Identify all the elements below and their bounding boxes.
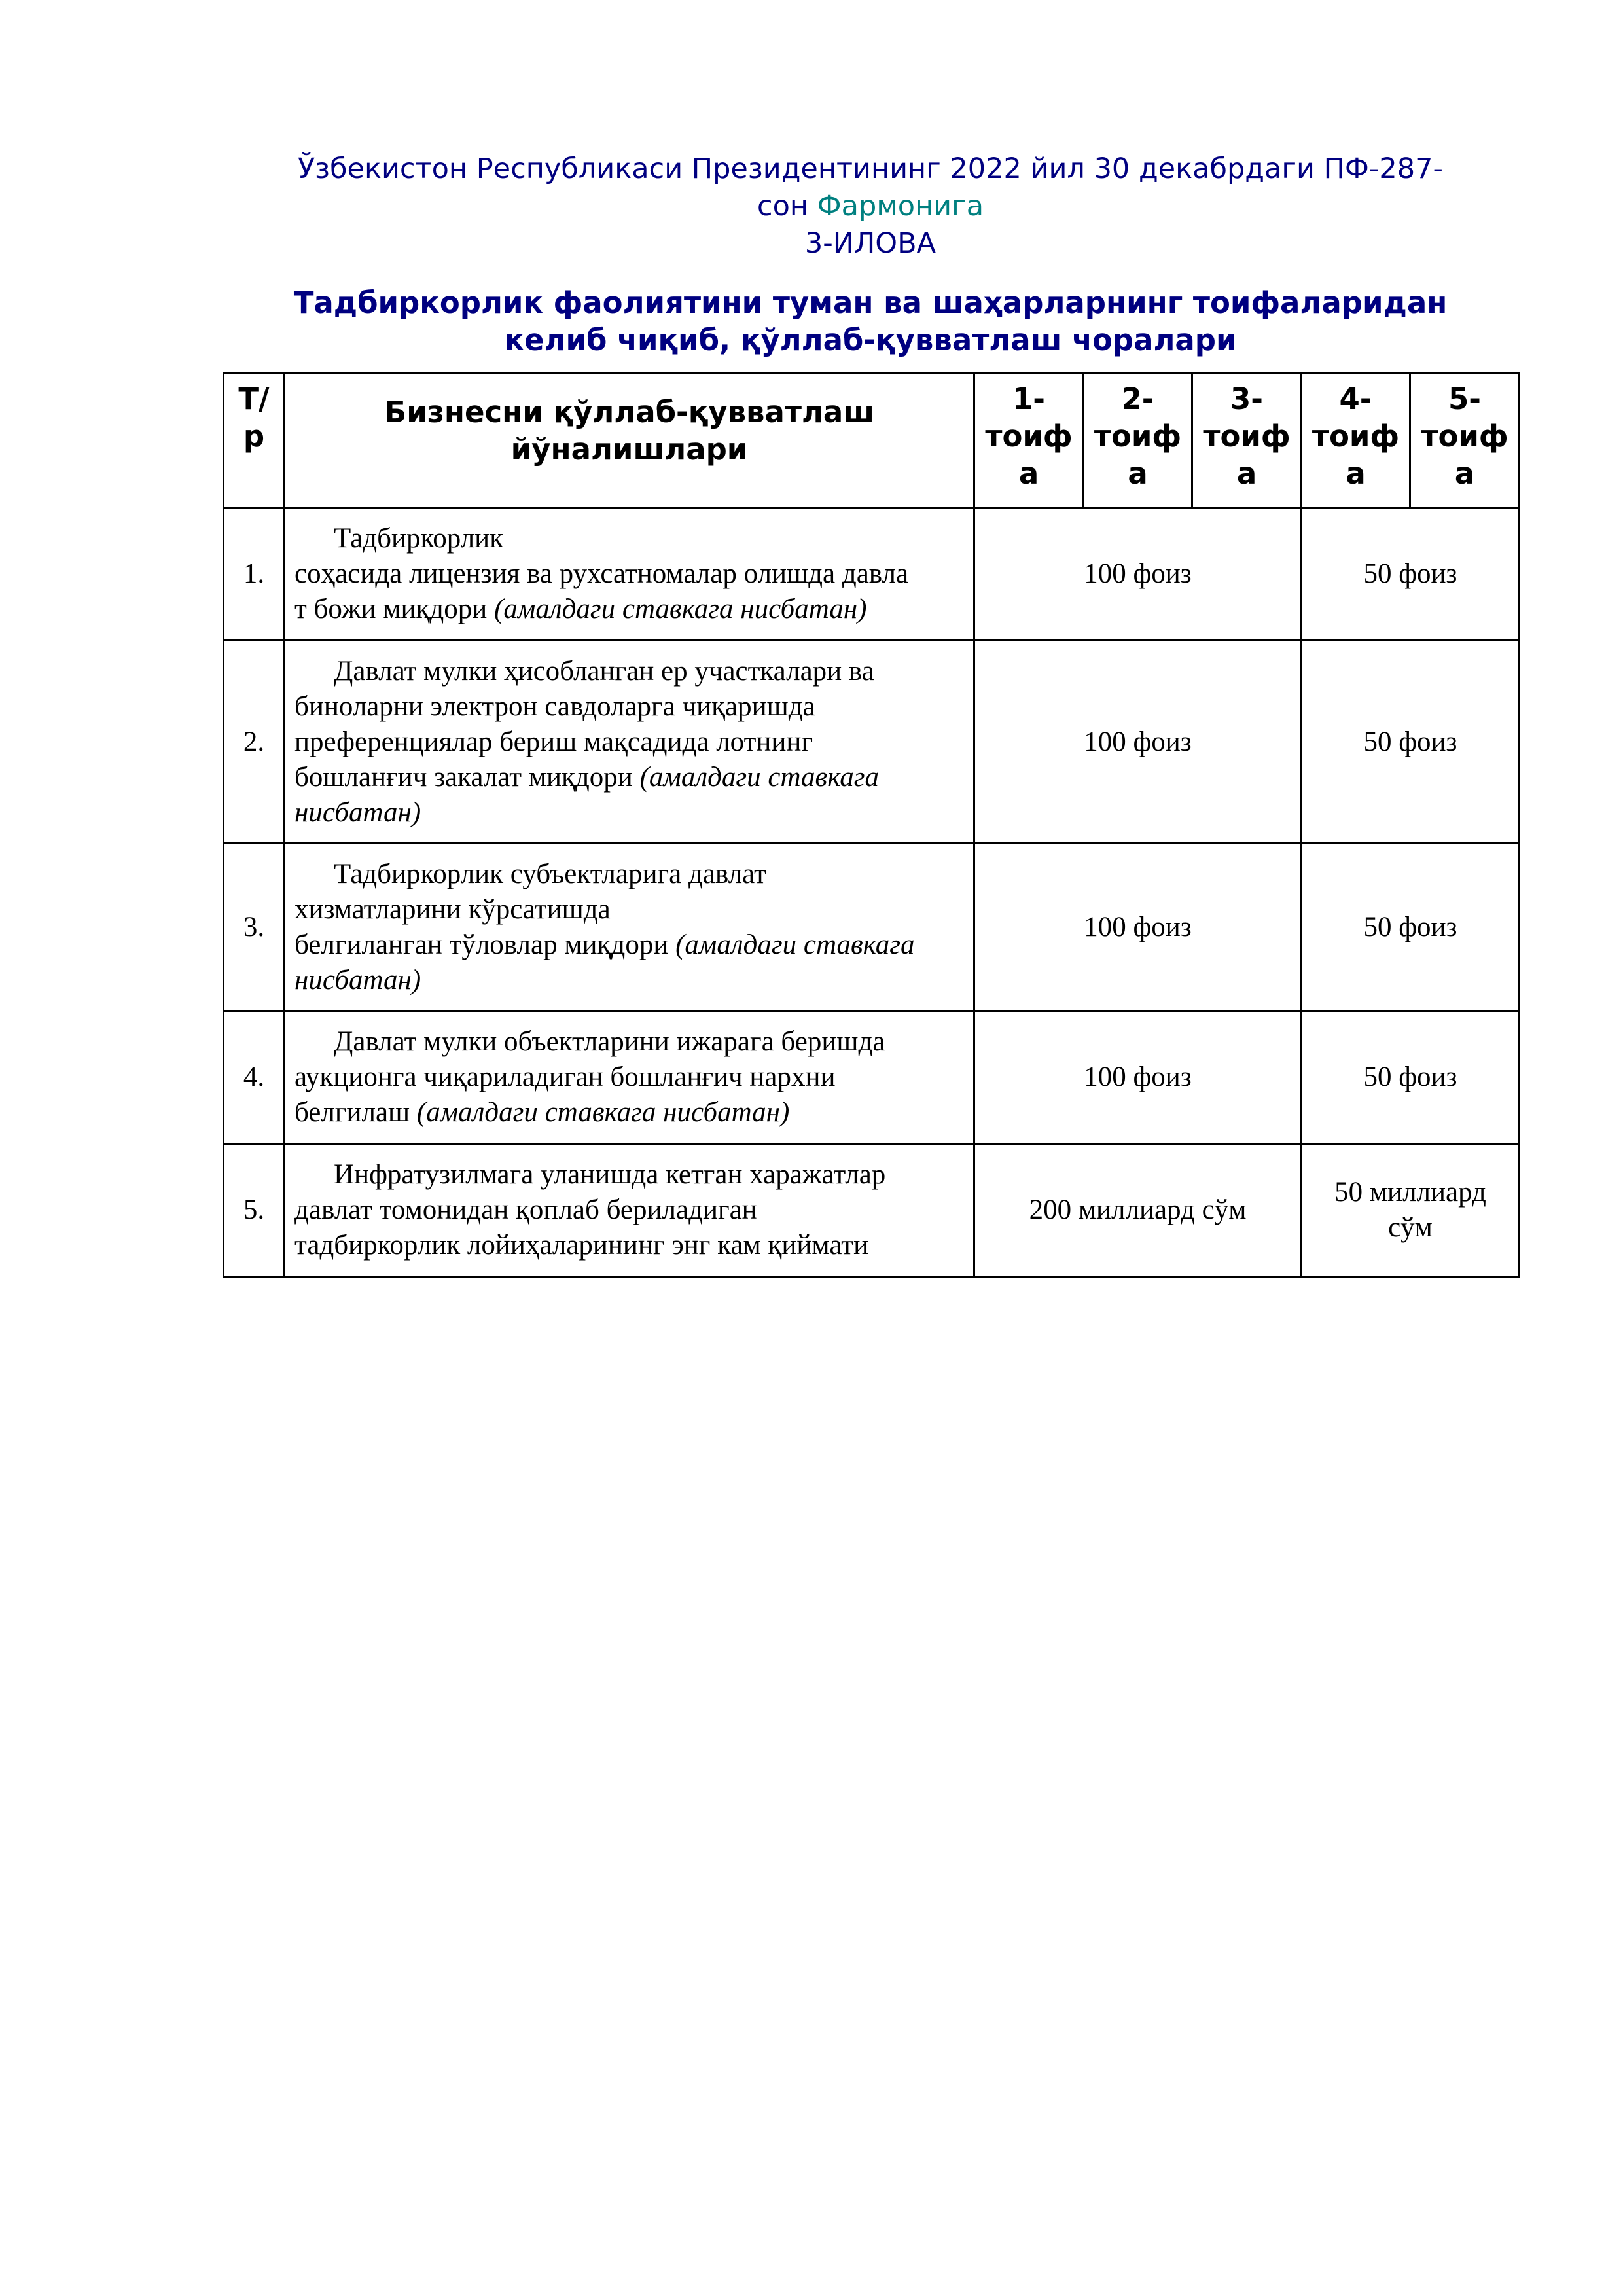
header-category-4: 4- тоиф а [1302, 373, 1410, 508]
row-number: 4. [224, 1011, 285, 1144]
table-row [224, 1011, 1520, 1144]
table-row [224, 1144, 1520, 1277]
title-line-2: келиб чиқиб, қўллаб-қувватлаш чоралари [504, 323, 1237, 357]
table-row [224, 508, 1520, 641]
row-description: Давлат мулки объектларини ижарага беришда аукционга чиқариладиган бошланғич нархни белгилаш (амалдаги ставкага нисбатан) [285, 1011, 974, 1144]
header-category-5: 5- тоиф а [1410, 373, 1520, 508]
document-title [223, 284, 1518, 359]
value-categories-1-3: 200 миллиард сўм [974, 1144, 1302, 1277]
table-row [224, 641, 1520, 844]
value-categories-1-3: 100 фоиз [974, 641, 1302, 844]
title-line-1: Тадбиркорлик фаолиятини туман ва шаҳарларнинг тоифаларидан [293, 285, 1448, 320]
value-categories-4-5: 50 фоиз [1302, 641, 1520, 844]
row-number: 2. [224, 641, 285, 844]
header-category-2: 2- тоиф а [1084, 373, 1192, 508]
value-categories-1-3: 100 фоиз [974, 844, 1302, 1011]
decree-reference-line: Ўзбекистон Республикаси Президентининг 2022 йил 30 декабрдаги ПФ-287- [297, 152, 1444, 185]
row-description: Тадбиркорлик соҳасида лицензия ва рухсатномалар олишда давла т божи миқдори (амалдаги ставкага нисбатан) [285, 508, 974, 641]
table-header-row [224, 373, 1520, 508]
decree-link[interactable]: Фармонига [817, 190, 984, 223]
row-number: 1. [224, 508, 285, 641]
header-category-3: 3- тоиф а [1192, 373, 1302, 508]
support-measures-table [223, 372, 1520, 1278]
decree-reference-prefix: сон [757, 190, 817, 223]
appendix-label: 3-ИЛОВА [804, 227, 936, 260]
value-categories-1-3: 100 фоиз [974, 1011, 1302, 1144]
header-direction: Бизнесни қўллаб-қувватлаш йўналишлари [285, 373, 974, 508]
row-description: Давлат мулки ҳисобланган ер участкалари ва биноларни электрон савдоларга чиқаришда преференциялар бериш мақсадида лотнинг бошланғич закалат миқдори (амалдаги ставкага нисбатан) [285, 641, 974, 844]
value-categories-4-5: 50 фоиз [1302, 508, 1520, 641]
table-row [224, 844, 1520, 1011]
header-category-1: 1- тоиф а [974, 373, 1084, 508]
decree-reference-line-2 [223, 188, 1518, 225]
document-header [223, 151, 1518, 262]
row-number: 5. [224, 1144, 285, 1277]
header-number: Т/ р [224, 373, 285, 508]
value-categories-4-5: 50 фоиз [1302, 1011, 1520, 1144]
value-categories-1-3: 100 фоиз [974, 508, 1302, 641]
row-description: Тадбиркорлик субъектларига давлат хизматларини кўрсатишда белгиланган тўловлар миқдори (амалдаги ставкага нисбатан) [285, 844, 974, 1011]
value-categories-4-5: 50 миллиард сўм [1302, 1144, 1520, 1277]
value-categories-4-5: 50 фоиз [1302, 844, 1520, 1011]
row-number: 3. [224, 844, 285, 1011]
row-description: Инфратузилмага уланишда кетган харажатлар давлат томонидан қоплаб бериладиган тадбиркорлик лойиҳаларининг энг кам қиймати [285, 1144, 974, 1277]
